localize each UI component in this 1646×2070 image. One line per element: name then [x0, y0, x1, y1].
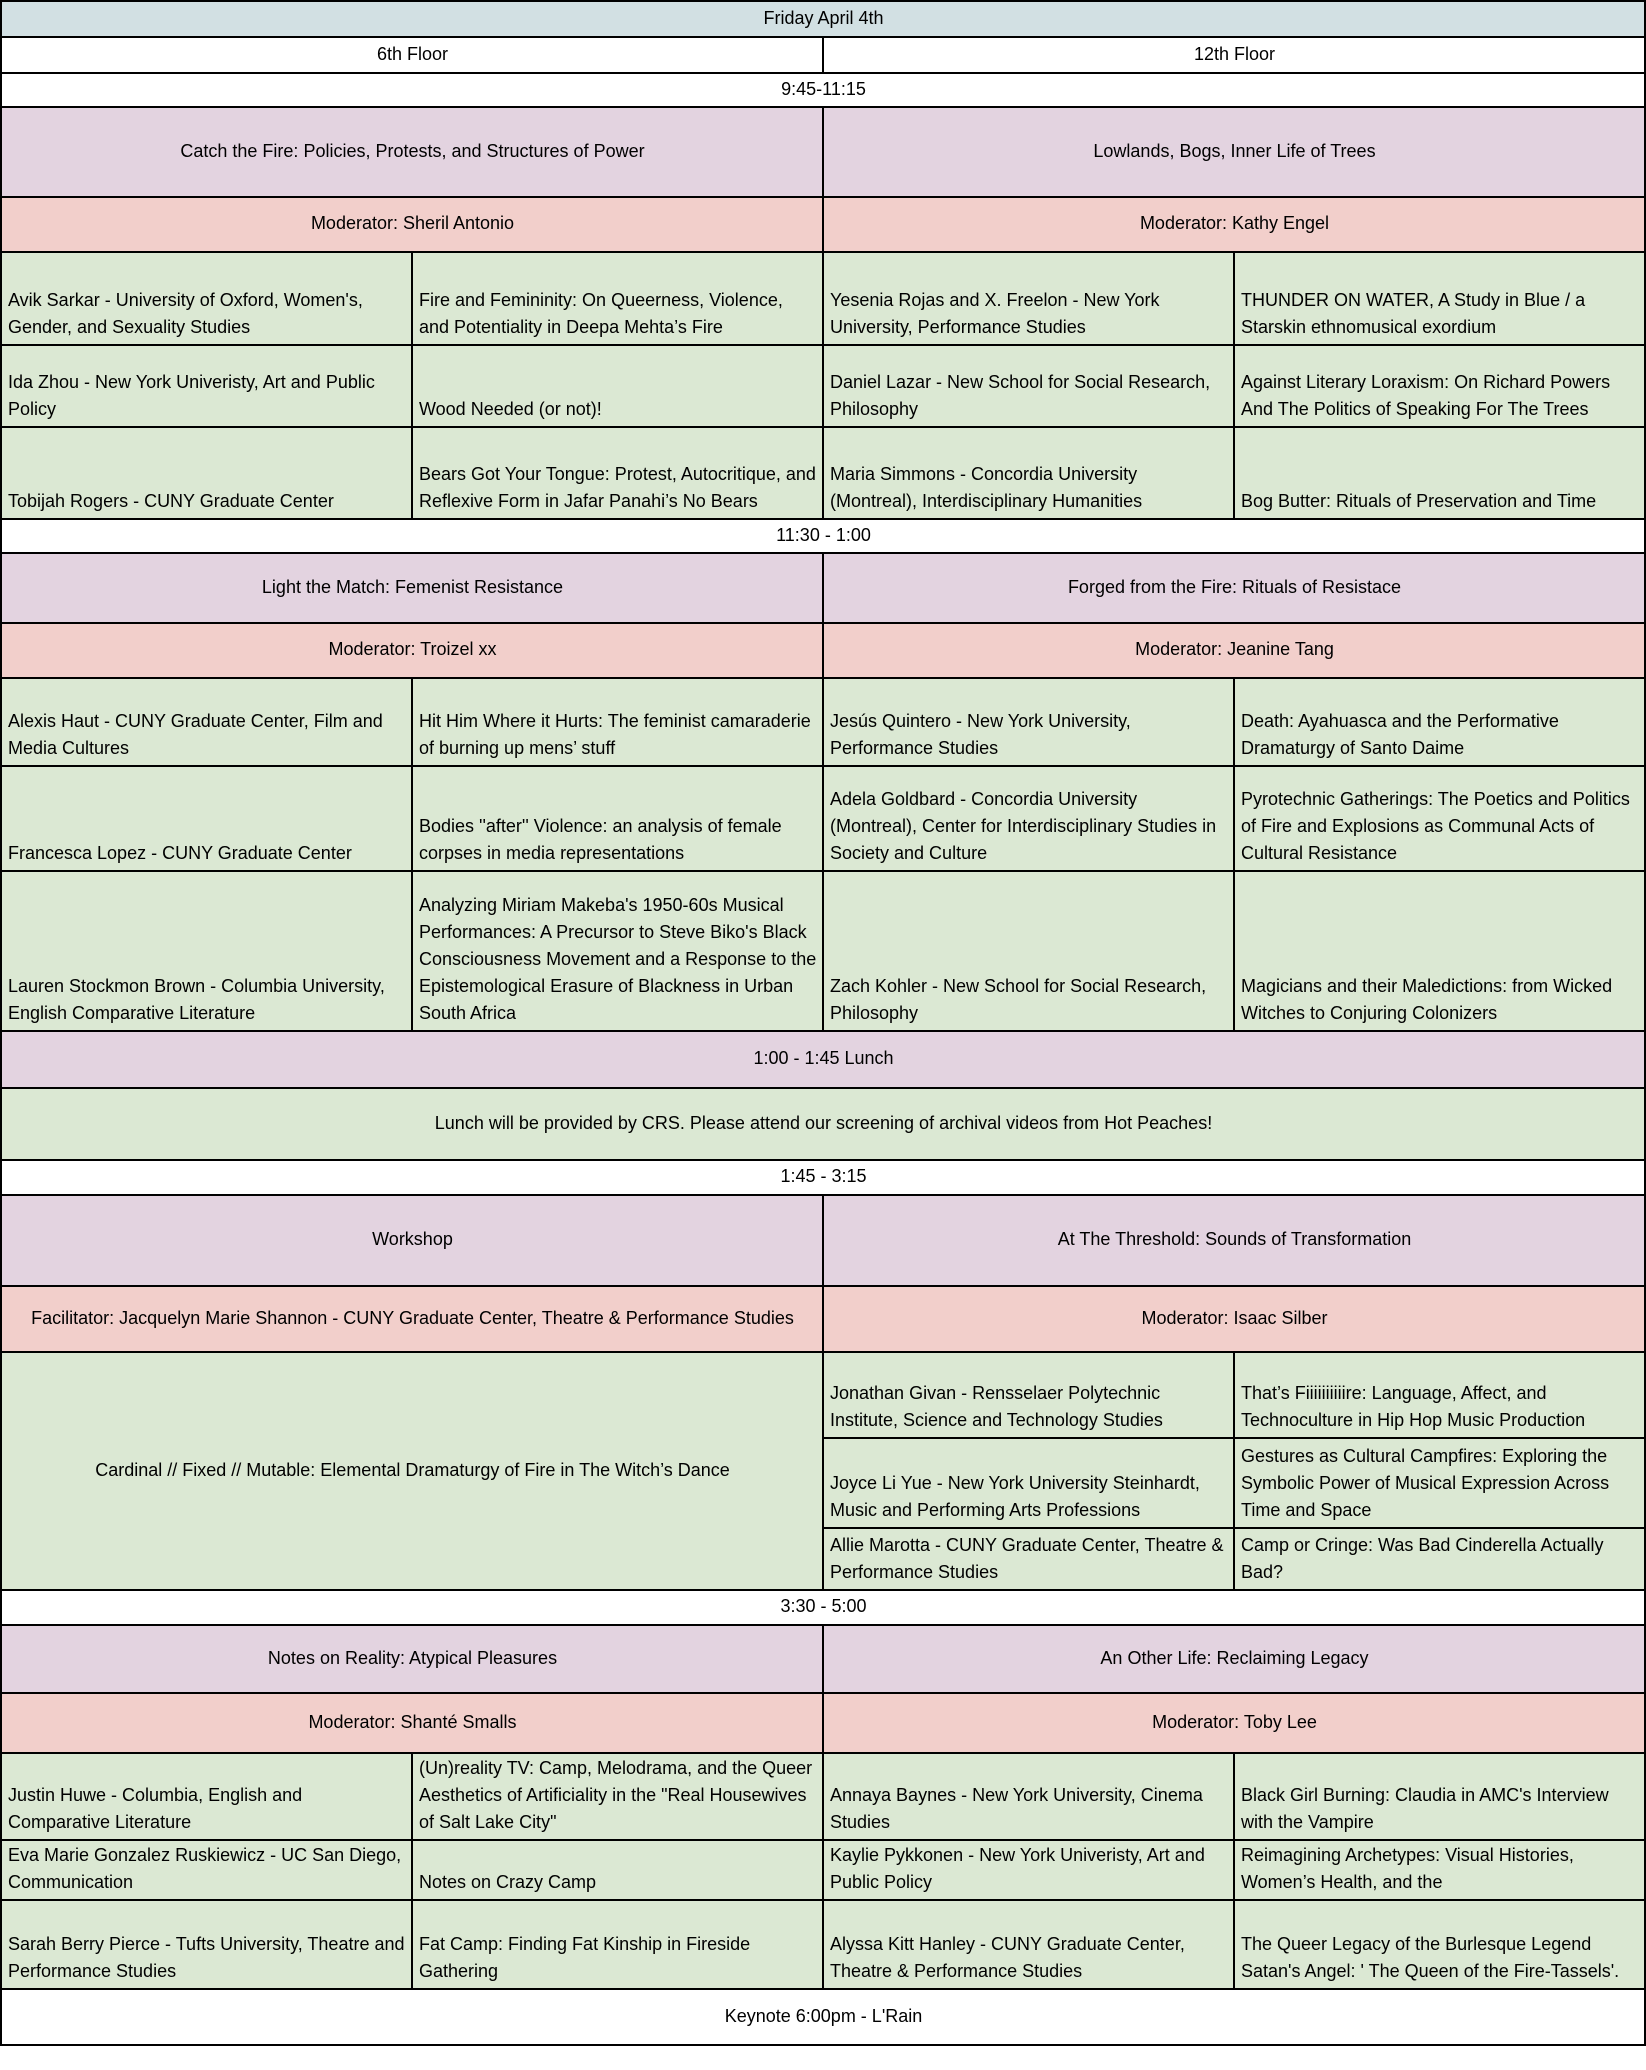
session-title: Workshop	[1, 1195, 823, 1286]
presenter-cell: Jesús Quintero - New York University, Performance Studies	[823, 678, 1234, 766]
talk-cell: Fat Camp: Finding Fat Kinship in Fireside Gathering	[412, 1900, 823, 1989]
session-title: Notes on Reality: Atypical Pleasures	[1, 1625, 823, 1693]
session-title: Forged from the Fire: Rituals of Resistace	[823, 553, 1645, 623]
presenter-cell: Lauren Stockmon Brown - Columbia University, English Comparative Literature	[1, 871, 412, 1031]
talk-cell: Wood Needed (or not)!	[412, 345, 823, 427]
presenter-cell: Justin Huwe - Columbia, English and Comparative Literature	[1, 1753, 412, 1840]
presenter-cell: Eva Marie Gonzalez Ruskiewicz - UC San Diego, Communication	[1, 1840, 412, 1900]
session-title: Catch the Fire: Policies, Protests, and Structures of Power	[1, 107, 823, 197]
workshop-cell: Cardinal // Fixed // Mutable: Elemental Dramaturgy of Fire in The Witch’s Dance	[1, 1352, 823, 1590]
moderator-row: Moderator: Sheril Antonio	[1, 197, 823, 252]
presenter-cell: Joyce Li Yue - New York University Steinhardt, Music and Performing Arts Professions	[823, 1438, 1234, 1528]
keynote-row: Keynote 6:00pm - L'Rain	[1, 1989, 1645, 2045]
talk-cell: The Queer Legacy of the Burlesque Legend Satan's Angel: ' The Queen of the Fire-Tassels'.	[1234, 1900, 1645, 1989]
talk-cell: Hit Him Where it Hurts: The feminist camaraderie of burning up mens’ stuff	[412, 678, 823, 766]
presenter-cell: Alexis Haut - CUNY Graduate Center, Film and Media Cultures	[1, 678, 412, 766]
talk-cell: Analyzing Miriam Makeba's 1950-60s Musical Performances: A Precursor to Steve Biko's Black Consciousness Movement and a Response to the Epistemological Erasure of Blackness in Urban South Africa	[412, 871, 823, 1031]
talk-cell: Death: Ayahuasca and the Performative Dramaturgy of Santo Daime	[1234, 678, 1645, 766]
session-title: An Other Life: Reclaiming Legacy	[823, 1625, 1645, 1693]
presenter-cell: Sarah Berry Pierce - Tufts University, Theatre and Performance Studies	[1, 1900, 412, 1989]
lunch-note: Lunch will be provided by CRS. Please attend our screening of archival videos from Hot Peaches!	[1, 1088, 1645, 1160]
presenter-cell: Yesenia Rojas and X. Freelon - New York University, Performance Studies	[823, 252, 1234, 345]
talk-cell: Bog Butter: Rituals of Preservation and Time	[1234, 427, 1645, 519]
talk-cell: Camp or Cringe: Was Bad Cinderella Actually Bad?	[1234, 1528, 1645, 1590]
talk-cell: Bears Got Your Tongue: Protest, Autocritique, and Reflexive Form in Jafar Panahi’s No Bears	[412, 427, 823, 519]
time-row: 1:45 - 3:15	[1, 1160, 1645, 1195]
talk-cell: Magicians and their Maledictions: from Wicked Witches to Conjuring Colonizers	[1234, 871, 1645, 1031]
talk-cell: Gestures as Cultural Campfires: Exploring the Symbolic Power of Musical Expression Across Time and Space	[1234, 1438, 1645, 1528]
presenter-cell: Annaya Baynes - New York University, Cinema Studies	[823, 1753, 1234, 1840]
talk-cell: Fire and Femininity: On Queerness, Violence, and Potentiality in Deepa Mehta’s Fire	[412, 252, 823, 345]
talk-cell: Against Literary Loraxism: On Richard Powers And The Politics of Speaking For The Trees	[1234, 345, 1645, 427]
lunch-time-row: 1:00 - 1:45 Lunch	[1, 1031, 1645, 1088]
presenter-cell: Avik Sarkar - University of Oxford, Women's, Gender, and Sexuality Studies	[1, 252, 412, 345]
presenter-cell: Francesca Lopez - CUNY Graduate Center	[1, 766, 412, 871]
session-title: Lowlands, Bogs, Inner Life of Trees	[823, 107, 1645, 197]
presenter-cell: Allie Marotta - CUNY Graduate Center, Theatre & Performance Studies	[823, 1528, 1234, 1590]
presenter-cell: Tobijah Rogers - CUNY Graduate Center	[1, 427, 412, 519]
presenter-cell: Adela Goldbard - Concordia University (Montreal), Center for Interdisciplinary Studies in Society and Culture	[823, 766, 1234, 871]
talk-cell: That’s Fiiiiiiiiiire: Language, Affect, and Technoculture in Hip Hop Music Production	[1234, 1352, 1645, 1438]
moderator-row: Moderator: Jeanine Tang	[823, 623, 1645, 678]
talk-cell: Black Girl Burning: Claudia in AMC's Interview with the Vampire	[1234, 1753, 1645, 1840]
session-title: At The Threshold: Sounds of Transformation	[823, 1195, 1645, 1286]
date-header: Friday April 4th	[1, 1, 1645, 37]
floor-header-left: 6th Floor	[1, 37, 823, 73]
facilitator-row: Facilitator: Jacquelyn Marie Shannon - CUNY Graduate Center, Theatre & Performance Studies	[1, 1286, 823, 1352]
talk-cell: (Un)reality TV: Camp, Melodrama, and the Queer Aesthetics of Artificiality in the "Real Housewives of Salt Lake City"	[412, 1753, 823, 1840]
floor-header-right: 12th Floor	[823, 37, 1645, 73]
talk-cell: Bodies ''after'' Violence: an analysis of female corpses in media representations	[412, 766, 823, 871]
moderator-row: Moderator: Isaac Silber	[823, 1286, 1645, 1352]
presenter-cell: Daniel Lazar - New School for Social Research, Philosophy	[823, 345, 1234, 427]
time-row: 11:30 - 1:00	[1, 519, 1645, 553]
time-row: 9:45-11:15	[1, 73, 1645, 107]
presenter-cell: Maria Simmons - Concordia University (Montreal), Interdisciplinary Humanities	[823, 427, 1234, 519]
moderator-row: Moderator: Troizel xx	[1, 623, 823, 678]
presenter-cell: Alyssa Kitt Hanley - CUNY Graduate Center, Theatre & Performance Studies	[823, 1900, 1234, 1989]
presenter-cell: Zach Kohler - New School for Social Research, Philosophy	[823, 871, 1234, 1031]
presenter-cell: Kaylie Pykkonen - New York Univeristy, Art and Public Policy	[823, 1840, 1234, 1900]
talk-cell: Pyrotechnic Gatherings: The Poetics and Politics of Fire and Explosions as Communal Acts of Cultural Resistance	[1234, 766, 1645, 871]
talk-cell: Notes on Crazy Camp	[412, 1840, 823, 1900]
moderator-row: Moderator: Toby Lee	[823, 1693, 1645, 1753]
talk-cell: THUNDER ON WATER, A Study in Blue / a Starskin ethnomusical exordium	[1234, 252, 1645, 345]
moderator-row: Moderator: Kathy Engel	[823, 197, 1645, 252]
session-title: Light the Match: Femenist Resistance	[1, 553, 823, 623]
talk-cell: Reimagining Archetypes: Visual Histories, Women’s Health, and the	[1234, 1840, 1645, 1900]
time-row: 3:30 - 5:00	[1, 1590, 1645, 1625]
presenter-cell: Ida Zhou - New York Univeristy, Art and Public Policy	[1, 345, 412, 427]
moderator-row: Moderator: Shanté Smalls	[1, 1693, 823, 1753]
presenter-cell: Jonathan Givan - Rensselaer Polytechnic Institute, Science and Technology Studies	[823, 1352, 1234, 1438]
